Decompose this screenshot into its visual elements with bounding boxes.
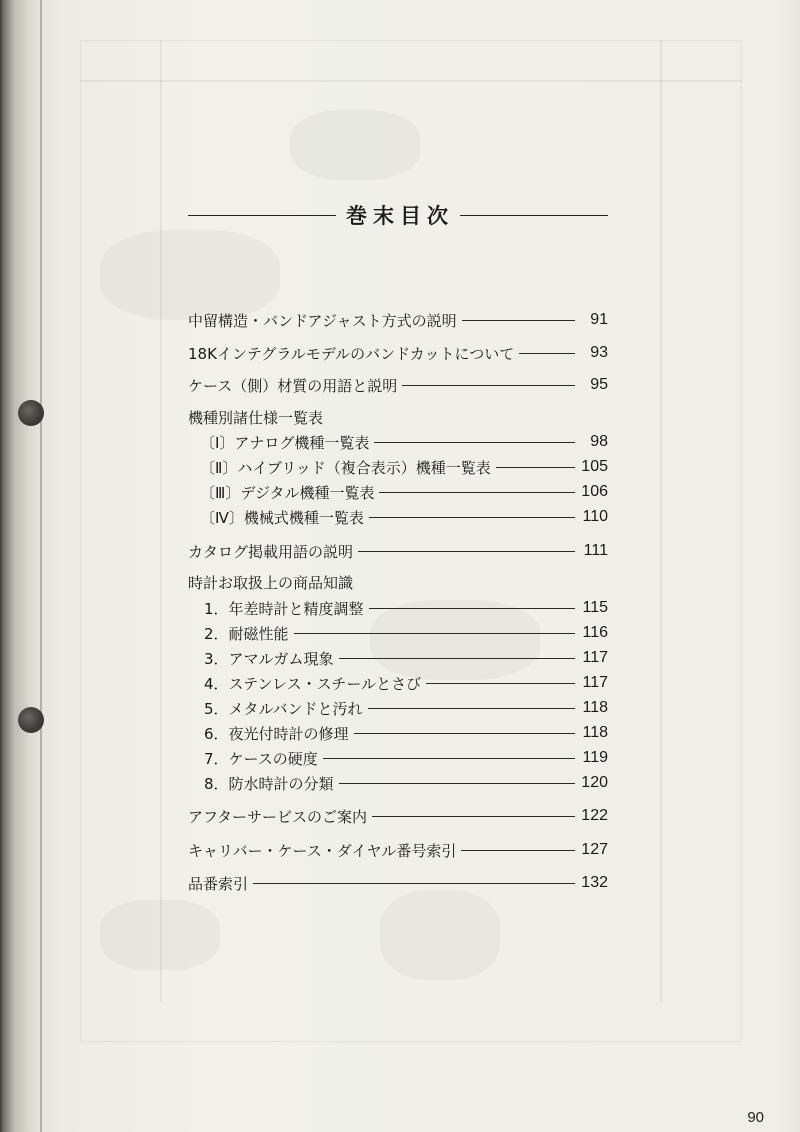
- toc-title-row: [188, 200, 608, 230]
- toc-leader-line: [339, 658, 575, 659]
- toc-page-number: 120: [581, 774, 608, 791]
- toc-entry[interactable]: [204, 771, 608, 795]
- toc-leader-line: [379, 492, 575, 493]
- toc-entry[interactable]: [204, 621, 608, 645]
- toc-page-number: 132: [581, 874, 608, 891]
- show-through-rule: [160, 40, 162, 1002]
- toc-entry[interactable]: [204, 596, 608, 620]
- show-through-image: [290, 110, 420, 180]
- toc-leader-line: [372, 816, 575, 817]
- toc-leader-line: [402, 385, 575, 386]
- toc-entry-text: 6．夜光付時計の修理: [204, 724, 349, 743]
- punch-hole-icon: [18, 400, 44, 426]
- toc-leader-line: [358, 551, 575, 552]
- toc-entry[interactable]: [204, 721, 608, 745]
- toc-leader-line: [323, 758, 575, 759]
- toc-entry-text: 中留構造・バンドアジャスト方式の説明: [188, 311, 457, 330]
- toc-entry[interactable]: [188, 871, 608, 895]
- toc-leader-line: [519, 353, 575, 354]
- toc-page-number: 117: [582, 674, 608, 691]
- toc-leader-line: [354, 733, 575, 734]
- toc-entry-text: 18Kインテグラルモデルのバンドカットについて: [188, 344, 515, 363]
- binding-edge-line: [40, 0, 42, 1132]
- toc-entry[interactable]: [200, 505, 608, 529]
- toc-entry[interactable]: [204, 746, 608, 770]
- toc-leader-line: [462, 320, 575, 321]
- toc-entry-text: 3．アマルガム現象: [204, 649, 334, 668]
- toc-section-heading: 機種別諸仕様一覧表: [188, 408, 324, 427]
- toc-entry-text: 8．防水時計の分類: [204, 774, 334, 793]
- show-through-image: [100, 900, 220, 970]
- toc-entry[interactable]: [188, 373, 608, 397]
- toc-page-number: 115: [582, 599, 608, 616]
- toc-entry[interactable]: [204, 646, 608, 670]
- toc-leader-line: [294, 633, 575, 634]
- toc-entry-text: アフターサービスのご案内: [188, 807, 367, 826]
- toc-entry[interactable]: [188, 341, 608, 365]
- toc-entry[interactable]: [188, 539, 608, 563]
- toc-leader-line: [426, 683, 575, 684]
- toc-entry-text: 7．ケースの硬度: [204, 749, 318, 768]
- title-rule-left: [188, 215, 336, 216]
- toc-entry[interactable]: [188, 308, 608, 332]
- toc-entry[interactable]: [200, 455, 608, 479]
- toc-page-number: 105: [581, 458, 608, 475]
- toc-entry[interactable]: [200, 430, 608, 454]
- toc-leader-line: [374, 442, 575, 443]
- toc-page-number: 93: [590, 344, 608, 361]
- toc-leader-line: [339, 783, 575, 784]
- toc-leader-line: [368, 708, 576, 709]
- show-through-image: [100, 230, 280, 320]
- punch-hole-icon: [18, 707, 44, 733]
- toc-page-number: 119: [582, 749, 608, 766]
- toc-page-number: 95: [590, 376, 608, 393]
- toc-entry-text: 4．ステンレス・スチールとさび: [204, 674, 422, 693]
- toc-page-number: 111: [583, 542, 608, 559]
- toc-entry[interactable]: [204, 671, 608, 695]
- page-number: 90: [747, 1109, 764, 1126]
- toc-page-number: 116: [582, 624, 608, 641]
- show-through-rule: [660, 40, 662, 1002]
- toc-page-number: 117: [582, 649, 608, 666]
- toc-entry-text: キャリバー・ケース・ダイヤル番号索引: [188, 841, 457, 860]
- toc-leader-line: [496, 467, 575, 468]
- toc-page-number: 106: [581, 483, 608, 500]
- toc-leader-line: [369, 608, 575, 609]
- toc-entry-text: 5．メタルバンドと汚れ: [204, 699, 363, 718]
- show-through-rule: [80, 80, 742, 82]
- toc-page-number: 91: [590, 311, 608, 328]
- toc-entry[interactable]: [204, 696, 608, 720]
- toc-entry[interactable]: [200, 480, 608, 504]
- toc-entry[interactable]: [188, 804, 608, 828]
- toc-page-number: 118: [582, 699, 608, 716]
- toc-page-number: 127: [581, 841, 608, 858]
- toc-entry-text: ケース（側）材質の用語と説明: [188, 376, 398, 395]
- show-through-image: [380, 890, 500, 980]
- toc-leader-line: [461, 850, 575, 851]
- toc-leader-line: [253, 883, 575, 884]
- toc-entry-text: 品番索引: [188, 874, 249, 893]
- toc-entry-text: 〔Ⅲ〕デジタル機種一覧表: [200, 483, 375, 502]
- toc-leader-line: [369, 517, 575, 518]
- toc-entry-text: 1．年差時計と精度調整: [204, 599, 364, 618]
- toc-entry-text: 2．耐磁性能: [204, 624, 289, 643]
- toc-page-number: 118: [582, 724, 608, 741]
- page-title: 巻末目次: [346, 204, 454, 228]
- toc-page-number: 122: [581, 807, 608, 824]
- toc-section-heading: 時計お取扱上の商品知識: [188, 573, 354, 592]
- toc-entry-text: 〔Ⅰ〕アナログ機種一覧表: [200, 433, 370, 452]
- toc-entry-text: 〔Ⅳ〕機械式機種一覧表: [200, 508, 364, 527]
- toc-entry-text: カタログ掲載用語の説明: [188, 542, 354, 561]
- title-rule-right: [460, 215, 608, 216]
- toc-page-number: 110: [582, 508, 608, 525]
- toc-entry[interactable]: [188, 838, 608, 862]
- toc-entry-text: 〔Ⅱ〕ハイブリッド（複合表示）機種一覧表: [200, 458, 491, 477]
- toc-page-number: 98: [590, 433, 608, 450]
